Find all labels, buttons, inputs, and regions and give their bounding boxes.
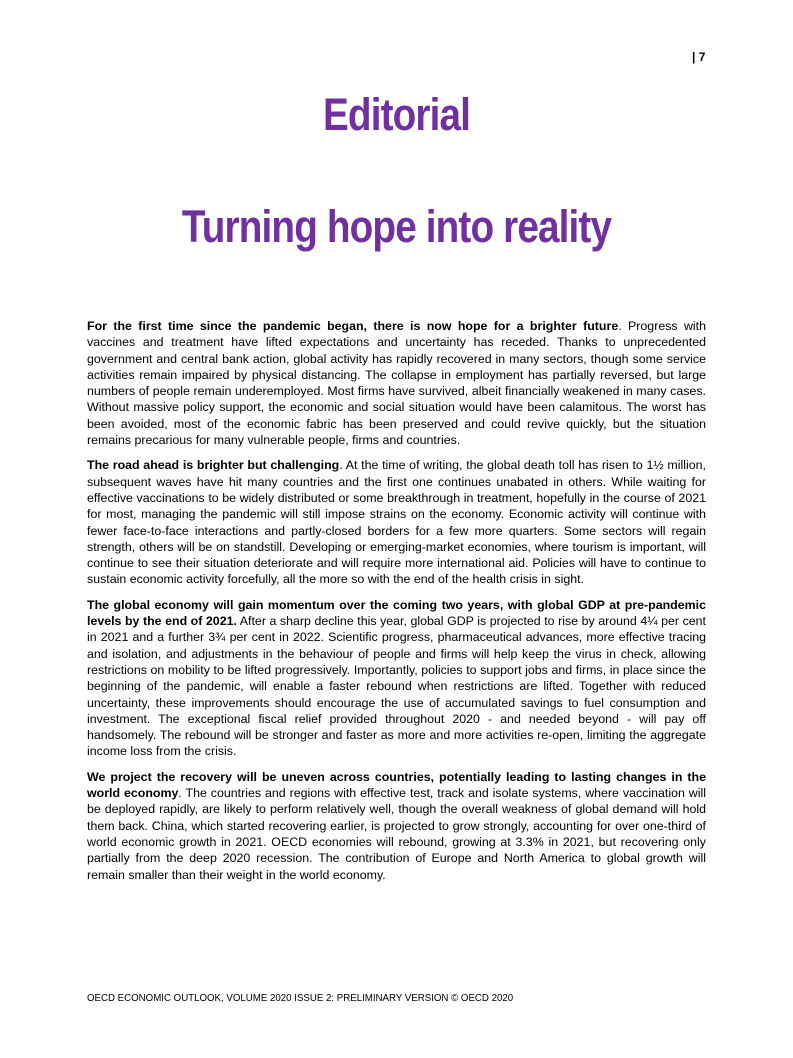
paragraph-3	[87, 597, 706, 760]
paragraph-4	[87, 769, 706, 883]
paragraph-lead: The global economy will gain momentum over the coming two years, with global GDP at pre-pandemic levels by the end of 2021.	[87, 597, 706, 629]
page-number: | 7	[692, 50, 706, 64]
paragraph-lead: For the first time since the pandemic began, there is now hope for a brighter future	[87, 319, 619, 333]
editorial-body	[87, 318, 706, 892]
paragraph-text: . The countries and regions with effective test, track and isolate systems, where vaccination will be deployed rapidly, are likely to perform relatively well, though the overall weakness of global demand will hold them back. China, which started recovering earlier, is projected to grow strongly, accounting for over one-third of world economic growth in 2021. OECD economies will rebound, growing at 3.3% in 2021, but recovering only partially from the deep 2020 recession. The contribution of Europe and North America to global growth will remain smaller than their weight in the world economy.	[87, 786, 706, 882]
paragraph-lead: We project the recovery will be uneven across countries, potentially leading to lasting changes in the world economy	[87, 769, 706, 801]
paragraph-lead: The road ahead is brighter but challenging	[87, 458, 340, 473]
page-footer: OECD ECONOMIC OUTLOOK, VOLUME 2020 ISSUE 2: PRELIMINARY VERSION © OECD 2020	[87, 993, 514, 1004]
paragraph-2	[87, 457, 706, 587]
paragraph-text: After a sharp decline this year, global GDP is projected to rise by around 4¼ per cent in 2021 and a further 3¾ per cent in 2022. Scientific progress, pharmaceutical advances, more effective tracing and isolation, and adjustments in the behaviour of people and firms will help keep the virus in check, allowing restrictions on mobility to be lifted progressively. Importantly, policies to support jobs and firms, in place since the beginning of the pandemic, will enable a faster rebound when restrictions are lifted. Together with reduced uncertainty, these improvements should encourage the use of accumulated savings to fuel consumption and investment. The exceptional fiscal relief provided throughout 2020 - and needed beyond - will pay off handsomely. The rebound will be stronger and faster as more and more activities re-open, limiting the aggregate income loss from the crisis.	[87, 614, 706, 759]
paragraph-text: . Progress with vaccines and treatment have lifted expectations and uncertainty has receded. Thanks to unprecedented government and central bank action, global activity has rapidly recovered in many sectors, though some service activities remain impaired by physical distancing. The collapse in employment has partially reversed, but large numbers of people remain underemployed. Most firms have survived, albeit financially weakened in many cases. Without massive policy support, the economic and social situation would have been calamitous. The worst has been avoided, most of the economic fabric has been preserved and could revive quickly, but the situation remains precarious for many vulnerable people, firms and countries.	[87, 319, 706, 448]
page-subtitle: Turning hope into reality	[181, 201, 612, 252]
page-title: Editorial	[322, 89, 471, 140]
paragraph-1	[87, 318, 706, 448]
paragraph-text: . At the time of writing, the global death toll has risen to 1½ million, subsequent waves have hit many countries and the first one continues unabated in others. While waiting for effective vaccinations to be widely distributed or some breakthrough in treatment, hopefully in the course of 2021 for most, managing the pandemic will still impose strains on the economy. Economic activity will continue with fewer face-to-face interactions and partly-closed borders for a few more quarters. Some sectors will regain strength, others will be on standstill. Developing or emerging-market economies, where tourism is important, will continue to see their situation deteriorate and will require more international aid. Policies will have to continue to sustain economic activity forcefully, all the more so with the end of the health crisis in sight.	[87, 458, 706, 587]
